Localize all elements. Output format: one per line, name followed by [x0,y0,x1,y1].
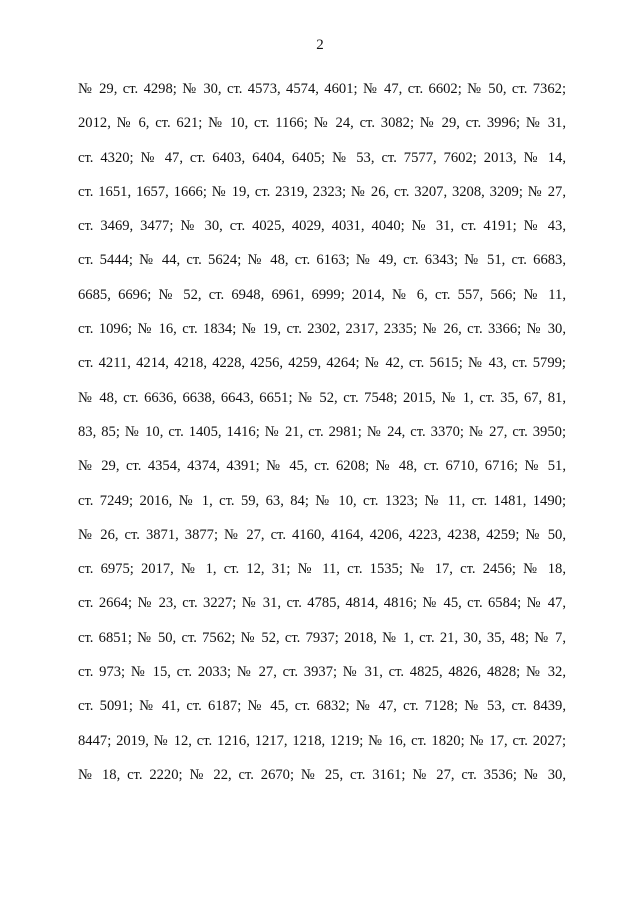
text-line: № 26, ст. 3871, 3877; № 27, ст. 4160, 4164, 4206, 4223, 4238, 4259; № 50, [78,526,566,543]
text-line: № 48, ст. 6636, 6638, 6643, 6651; № 52, ст. 7548; 2015, № 1, ст. 35, 67, 81, [78,389,566,406]
text-line: ст. 6851; № 50, ст. 7562; № 52, ст. 7937; 2018, № 1, ст. 21, 30, 35, 48; № 7, [78,629,566,646]
text-line: 2012, № 6, ст. 621; № 10, ст. 1166; № 24, ст. 3082; № 29, ст. 3996; № 31, [78,115,566,132]
text-line: 83, 85; № 10, ст. 1405, 1416; № 21, ст. 2981; № 24, ст. 3370; № 27, ст. 3950; [78,423,566,440]
text-line: № 18, ст. 2220; № 22, ст. 2670; № 25, ст. 3161; № 27, ст. 3536; № 30, [78,766,566,783]
text-line: 8447; 2019, № 12, ст. 1216, 1217, 1218, 1219; № 16, ст. 1820; № 17, ст. 2027; [78,732,566,749]
text-line: ст. 7249; 2016, № 1, ст. 59, 63, 84; № 10, ст. 1323; № 11, ст. 1481, 1490; [78,492,566,509]
document-body [78,72,566,792]
text-line: ст. 5444; № 44, ст. 5624; № 48, ст. 6163; № 49, ст. 6343; № 51, ст. 6683, [78,252,566,269]
text-line: ст. 1651, 1657, 1666; № 19, ст. 2319, 2323; № 26, ст. 3207, 3208, 3209; № 27, [78,183,566,200]
page-number: 2 [316,37,324,53]
text-line: № 29, ст. 4354, 4374, 4391; № 45, ст. 6208; № 48, ст. 6710, 6716; № 51, [78,458,566,475]
text-line: ст. 4211, 4214, 4218, 4228, 4256, 4259, 4264; № 42, ст. 5615; № 43, ст. 5799; [78,355,566,372]
text-line: ст. 2664; № 23, ст. 3227; № 31, ст. 4785, 4814, 4816; № 45, ст. 6584; № 47, [78,595,566,612]
text-line: № 29, ст. 4298; № 30, ст. 4573, 4574, 4601; № 47, ст. 6602; № 50, ст. 7362; [78,81,566,97]
text-line: ст. 3469, 3477; № 30, ст. 4025, 4029, 4031, 4040; № 31, ст. 4191; № 43, [78,218,566,235]
text-line: ст. 973; № 15, ст. 2033; № 27, ст. 3937; № 31, ст. 4825, 4826, 4828; № 32, [78,664,566,681]
text-line: 6685, 6696; № 52, ст. 6948, 6961, 6999; 2014, № 6, ст. 557, 566; № 11, [78,286,566,303]
text-line: ст. 4320; № 47, ст. 6403, 6404, 6405; № 53, ст. 7577, 7602; 2013, № 14, [78,149,566,166]
text-line: ст. 6975; 2017, № 1, ст. 12, 31; № 11, ст. 1535; № 17, ст. 2456; № 18, [78,561,566,578]
text-line: ст. 5091; № 41, ст. 6187; № 45, ст. 6832; № 47, ст. 7128; № 53, ст. 8439, [78,698,566,715]
text-line: ст. 1096; № 16, ст. 1834; № 19, ст. 2302, 2317, 2335; № 26, ст. 3366; № 30, [78,321,566,338]
